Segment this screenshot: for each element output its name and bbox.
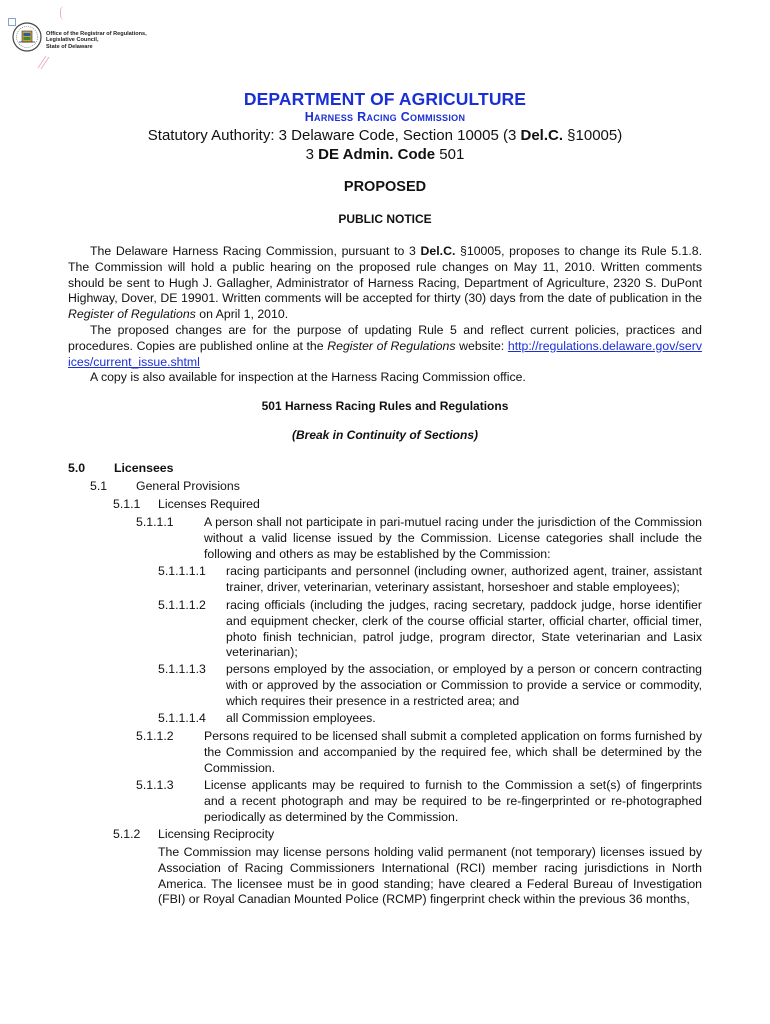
public-notice-heading: PUBLIC NOTICE (338, 212, 432, 226)
section-title: General Provisions (136, 479, 240, 493)
break-note: (Break in Continuity of Sections) (291, 428, 478, 442)
section-number: 5.1 (90, 479, 108, 493)
section-number: 5.1.1.3 (136, 778, 174, 792)
notice-paragraph-2: The proposed changes are for the purpose of updating Rule 5 and reflect current policies, practices and procedures. Copies are published online at the Register of Regulations website: http://regulations.delaware.gov/services/current_issue.shtml (68, 322, 702, 369)
section-number: 5.1.1 (113, 497, 141, 511)
section-text: racing participants and personnel (including owner, authorized agent, trainer, assistant trainer, driver, veterinarian, veterinary assistant, horseshoer and stable employees); (226, 564, 702, 594)
section-text: License applicants may be required to furnish to the Commission a set(s) of fingerprints and a recent photograph and may be required to be re-fingerprinted or re-photographed periodically as determined by the Commission. (204, 778, 702, 824)
section-number: 5.1.1.1.4 (158, 711, 206, 725)
office-line-1: Office of the Registrar of Regulations, (46, 31, 147, 37)
section-text: all Commission employees. (226, 711, 376, 725)
notice-body (68, 244, 702, 386)
current-issue-link[interactable]: http://regulations.delaware.gov/services/current_issue.shtml (68, 338, 702, 369)
section-text: The Commission may license persons holding valid permanent (not temporary) licenses issued by Association of Racing Commissioners International (RCI) member racing jurisdictions in North America. The licensee must be in good standing; have cleared a Federal Bureau of Investigation (FBI) or Royal Canadian Mounted Police (RCMP) fingerprint check within the previous 36 months, (158, 845, 702, 907)
section-number: 5.1.1.1.2 (158, 598, 206, 612)
state-seal-icon (12, 22, 42, 52)
section-text: racing officials (including the judges, racing secretary, paddock judge, horse identifier and equipment checker, clerk of the course official starter, official charter, official timer, photo finish technician, patrol judge, program director, State veterinarian and Lasix veterinarian); (226, 598, 702, 660)
office-of-registrar (46, 31, 147, 50)
section-number: 5.1.2 (113, 827, 141, 841)
department-title: DEPARTMENT OF AGRICULTURE (243, 89, 527, 109)
admin-code: 3 DE Admin. Code 501 (305, 146, 465, 163)
decorative-slashes (36, 52, 50, 70)
section-title: Licensing Reciprocity (158, 827, 275, 841)
rules-heading: 501 Harness Racing Rules and Regulations (261, 399, 509, 413)
proposed-status: PROPOSED (343, 179, 427, 195)
office-line-3: State of Delaware (46, 43, 93, 50)
section-title: Licenses Required (158, 497, 260, 511)
notice-paragraph-1: The Delaware Harness Racing Commission, pursuant to 3 Del.C. §10005, proposes to change its Rule 5.1.8. The Commission will hold a public hearing on the proposed rule changes on May 11, 2010. Written comments should be sent to Hugh J. Gallagher, Administrator of Harness Racing, Department of Agriculture, 2320 S. DuPont Highway, Dover, DE 19901. Written comments will be accepted for thirty (30) days from the date of publication in the Register of Regulations on April 1, 2010. (68, 244, 702, 322)
section-number: 5.0 (68, 461, 86, 475)
section-number: 5.1.1.1.3 (158, 662, 206, 676)
section-number: 5.1.1.1 (136, 515, 174, 529)
section-text: Persons required to be licensed shall submit a completed application on forms furnished by the Commission and accompanied by the required fee, which shall be determined by the Commission. (204, 729, 702, 775)
office-line-2: Legislative Council, (46, 37, 99, 44)
section-text: persons employed by the association, or employed by a person or concern contracting with or approved by the association or Commission to provide a service or commodity, which requires their presence in a restricted area; and (226, 662, 702, 708)
section-number: 5.1.1.2 (136, 729, 174, 743)
notice-paragraph-3: A copy is also available for inspection at the Harness Racing Commission office. (90, 370, 526, 385)
section-number: 5.1.1.1.1 (158, 564, 206, 578)
statutory-authority: Statutory Authority: 3 Delaware Code, Section 10005 (3 Del.C. §10005) (147, 127, 623, 144)
section-text: A person shall not participate in pari-mutuel racing under the jurisdiction of the Commission without a valid license issued by the Commission. License categories shall include the following and others as may be established by the Commission: (204, 515, 702, 561)
commission-title: Harness Racing Commission (304, 110, 466, 124)
decorative-stroke (60, 6, 69, 20)
section-title: Licensees (114, 461, 174, 475)
